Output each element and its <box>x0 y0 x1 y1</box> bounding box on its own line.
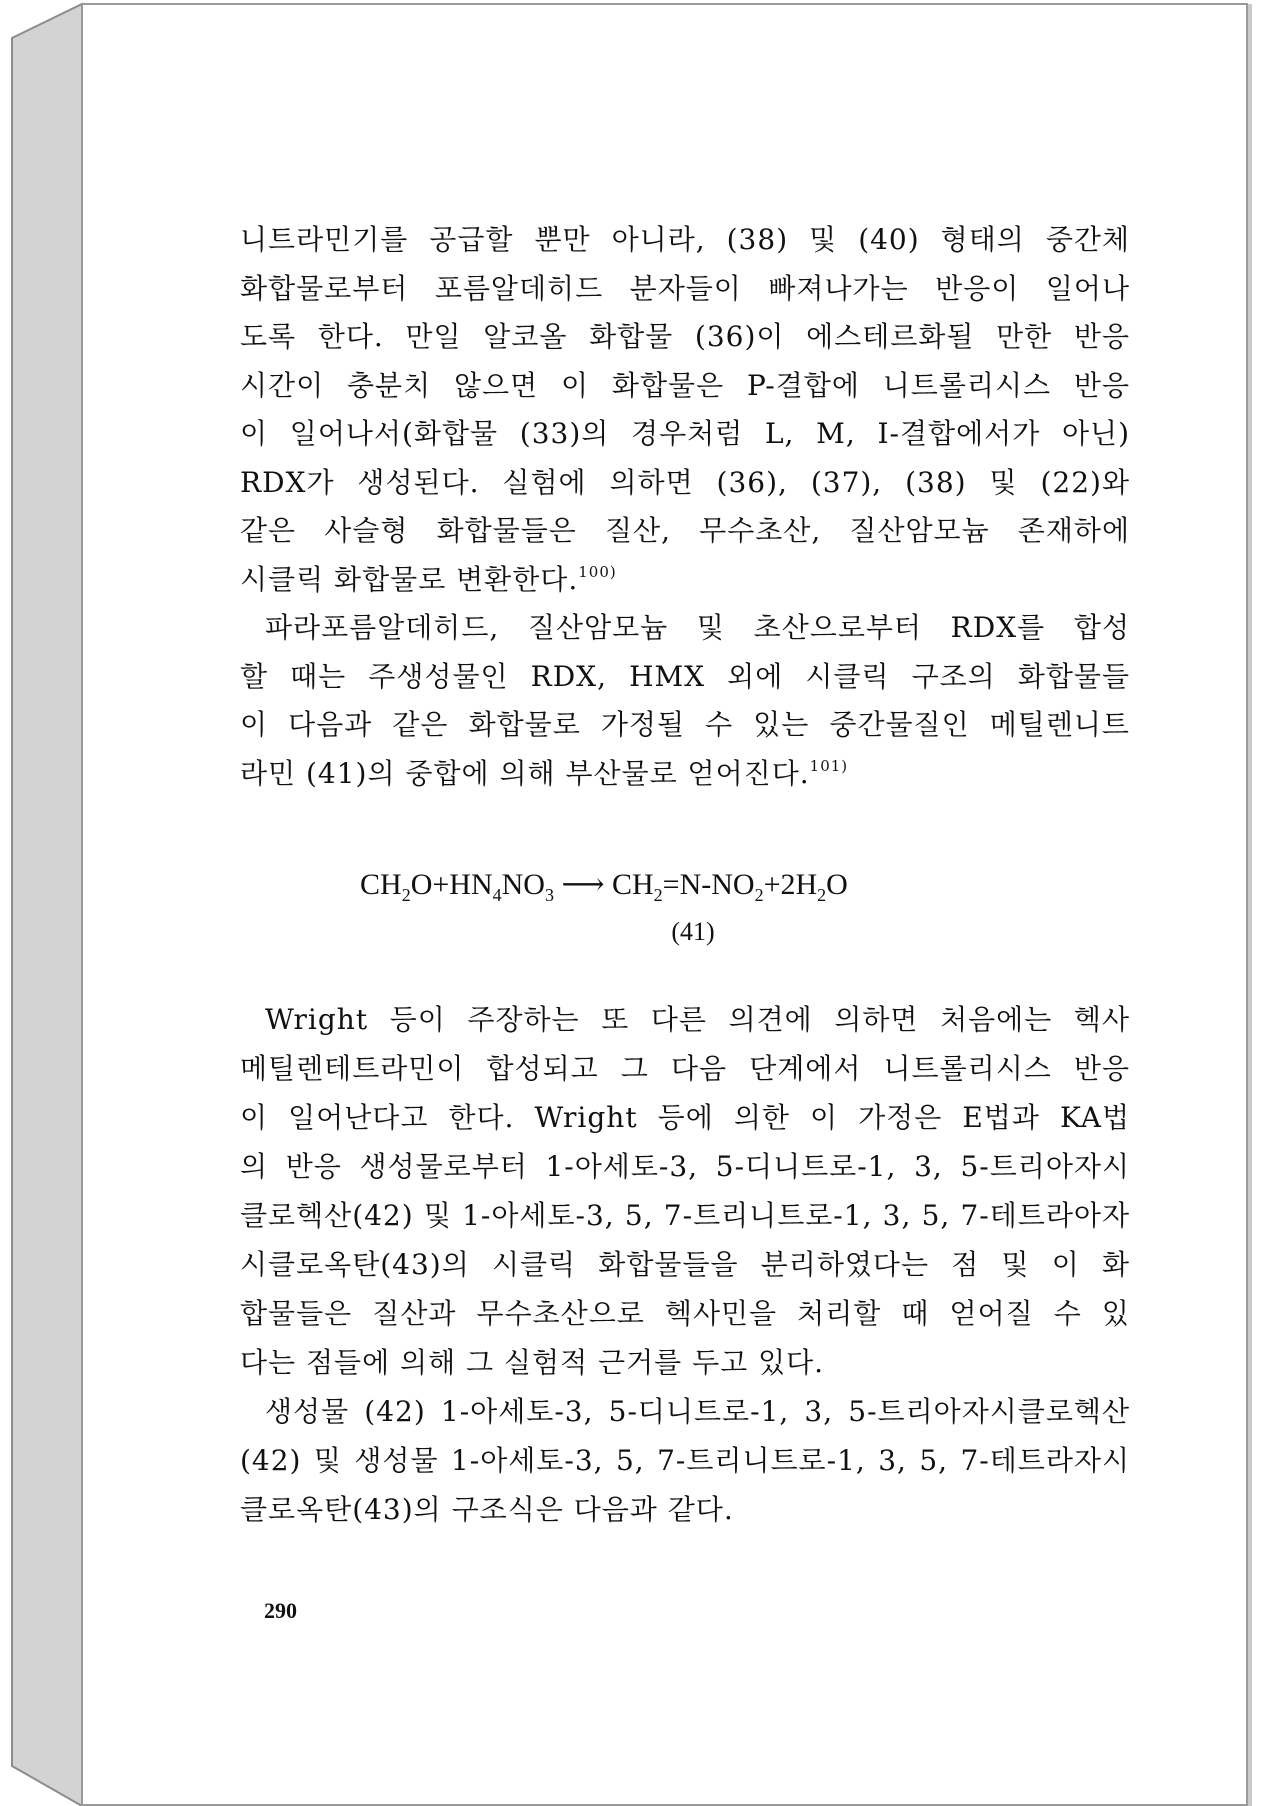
paragraph-4-line-1: 생성물 (42) 1-아세토-3, 5-디니트로-1, 3, 5-트리아자시클로헥산 <box>265 1395 1130 1428</box>
paragraph-3-line-5: 클로헥산(42) 및 1-아세토-3, 5, 7-트리니트로-1, 3, 5, 7-테트라아자 <box>240 1199 1130 1232</box>
equation-plus-1: + <box>432 868 450 901</box>
paragraph-3-line-1: Wright 등이 주장하는 또 다른 의견에 의하면 처음에는 헥사 <box>265 1003 1130 1036</box>
product-2-o: O <box>826 868 848 901</box>
reference-101: 101) <box>809 756 849 775</box>
paragraph-3-line-8: 다는 점들에 의해 그 실험적 근거를 두고 있다. <box>240 1346 825 1379</box>
product-methylenenitramine <box>611 868 764 905</box>
book-spine <box>12 4 82 1806</box>
paragraph-1-last-text: 시클릭 화합물로 변환한다. <box>240 562 579 596</box>
paragraph-3-line-4: 의 반응 생성물로부터 1-아세토-3, 5-디니트로-1, 3, 5-트리아자시 <box>240 1150 1130 1183</box>
reactant-1-ch: CH <box>360 868 402 901</box>
paragraph-3-line-6: 시클로옥탄(43)의 시클릭 화합물들을 분리하였다는 점 및 이 화 <box>240 1248 1130 1281</box>
paragraph-3-line-2: 메틸렌테트라민이 합성되고 그 다음 단계에서 니트롤리시스 반응 <box>240 1052 1130 1085</box>
product-1-ch: CH <box>611 868 654 901</box>
paragraph-4-line-3: 클로옥탄(43)의 구조식은 다음과 같다. <box>240 1493 734 1526</box>
paragraph-1-line-7: 같은 사슬형 화합물들은 질산, 무수초산, 질산암모늄 존재하에 <box>240 514 1130 547</box>
product-2-h: +2H <box>763 868 818 901</box>
product-1-n-no: =N-NO <box>662 868 755 901</box>
paragraph-1-line-2: 화합물로부터 포름알데히드 분자들이 빠져나가는 반응이 일어나 <box>240 271 1130 305</box>
paragraph-2-line-3: 이 다음과 같은 화합물로 가정될 수 있는 중간물질인 메틸렌니트 <box>240 708 1130 741</box>
paragraph-2-line-4 <box>240 754 1130 794</box>
paragraph-1-line-8 <box>240 560 1130 600</box>
reactant-formaldehyde <box>360 868 433 905</box>
reaction-arrow: ⟶ <box>561 868 605 901</box>
reference-100: 100) <box>578 562 617 581</box>
chemical-equation <box>360 865 980 905</box>
paragraph-1-line-1: 니트라민기를 공급할 뿐만 아니라, (38) 및 (40) 형태의 중간체 <box>240 223 1130 256</box>
product-1-subscript-1: 2 <box>653 885 663 905</box>
paragraph-1-line-3: 도록 한다. 만일 알코올 화합물 (36)이 에스테르화될 만한 반응 <box>240 320 1130 353</box>
paragraph-2-last-text: 라민 (41)의 중합에 의해 부산물로 얻어진다. <box>240 756 810 790</box>
reactant-2-no: NO <box>501 868 545 901</box>
paragraph-2-line-1: 파라포름알데히드, 질산암모늄 및 초산으로부터 RDX를 합성 <box>265 611 1130 644</box>
paragraph-3-line-3: 이 일어난다고 한다. Wright 등에 의한 이 가정은 E법과 KA법 <box>240 1101 1130 1134</box>
reactant-ammonium-nitrate <box>449 868 554 905</box>
product-water <box>763 868 848 905</box>
product-2-subscript: 2 <box>817 885 827 905</box>
paragraph-1-line-4: 시간이 충분치 않으면 이 화합물은 P-결합에 니트롤리시스 반응 <box>240 368 1130 402</box>
equation-label-41: (41) <box>671 917 715 946</box>
paragraph-1-line-6: RDX가 생성된다. 실험에 의하면 (36), (37), (38) 및 (22)와 <box>240 465 1130 499</box>
reactant-1-subscript: 2 <box>401 885 411 905</box>
reactant-2-hn: HN <box>449 868 493 901</box>
product-1-subscript-2: 2 <box>754 885 764 905</box>
page-number: 290 <box>264 1598 297 1623</box>
paragraph-2-line-2: 할 때는 주생성물인 RDX, HMX 외에 시클릭 구조의 화합물들 <box>240 659 1130 693</box>
paragraph-1-line-5: 이 일어나서(화합물 (33)의 경우처럼 L, M, I-결합에서가 아닌) <box>240 417 1130 450</box>
reactant-2-subscript-2: 3 <box>544 885 554 905</box>
reactant-2-subscript-1: 4 <box>492 885 502 905</box>
reactant-1-o: O <box>410 868 433 901</box>
paragraph-3-line-7: 합물들은 질산과 무수초산으로 헥사민을 처리할 때 얻어질 수 있 <box>240 1297 1130 1330</box>
paragraph-4-line-2: (42) 및 생성물 1-아세토-3, 5, 7-트리니트로-1, 3, 5, 7-테트라자시 <box>240 1444 1130 1477</box>
